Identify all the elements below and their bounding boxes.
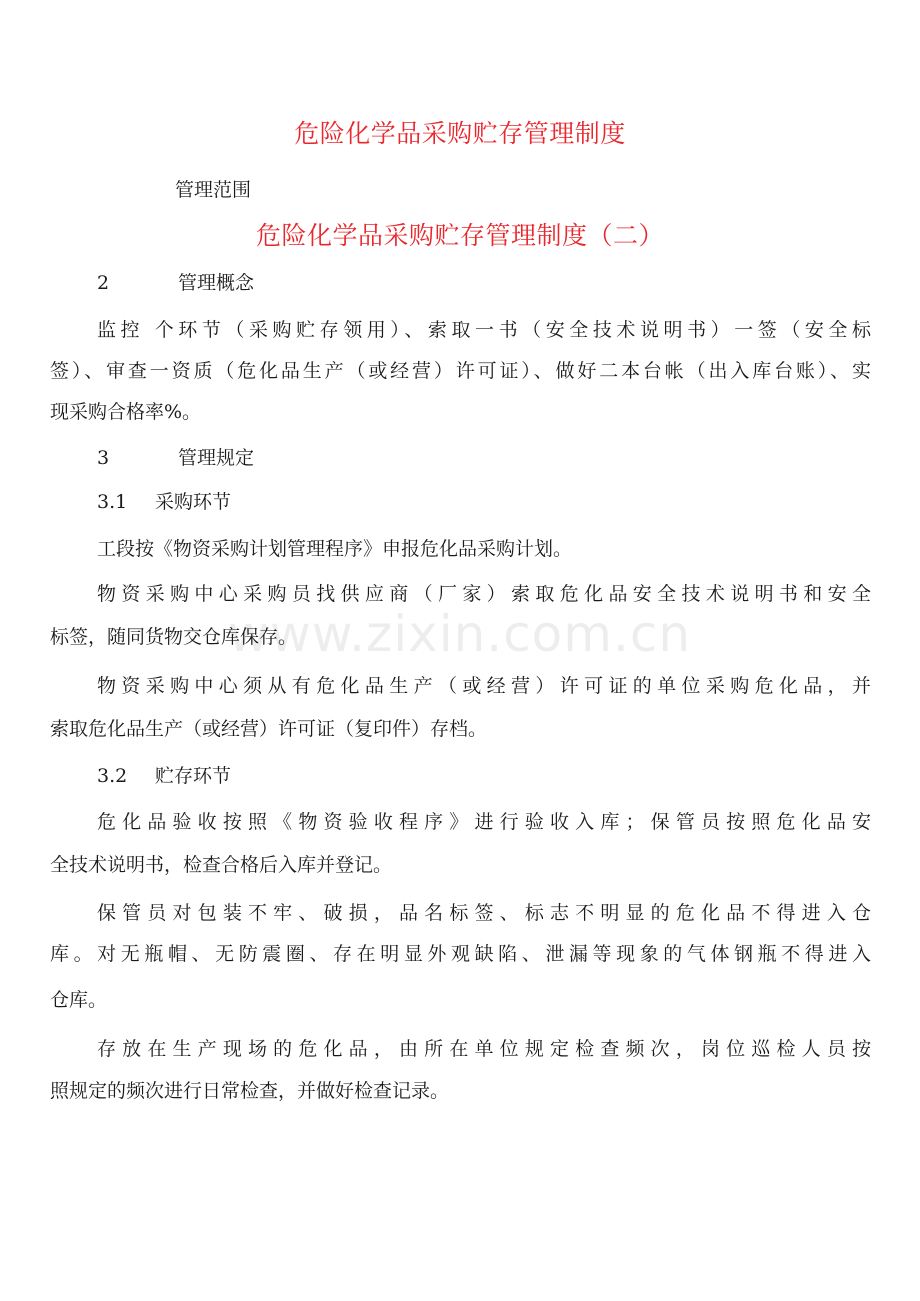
section-3-heading: 管理规定 bbox=[178, 447, 255, 469]
section-3-number: 3 bbox=[97, 447, 110, 469]
purchase-paragraph-1: 工段按《物资采购计划管理程序》申报危化品采购计划。 bbox=[97, 538, 573, 560]
section-3-1-number: 3.1 bbox=[97, 491, 128, 513]
storage-paragraph-3-line-2: 照规定的频次进行日常检查，并做好检查记录。 bbox=[50, 1080, 450, 1102]
concept-line-2: 签）、审查一资质（危化品生产（或经营）许可证）、做好二本台帐（出入库台账）、实 bbox=[50, 360, 871, 382]
storage-paragraph-2-line-1: 保管员对包装不牢、破损，品名标签、标志不明显的危化品不得进入仓 bbox=[97, 902, 871, 924]
concept-line-3: 现采购合格率%。 bbox=[50, 401, 202, 423]
concept-line-1: 监控 个环节（采购贮存领用）、索取一书（安全技术说明书）一签（安全标 bbox=[97, 319, 871, 341]
storage-paragraph-1-line-1: 危化品验收按照《物资验收程序》进行验收入库；保管员按照危化品安 bbox=[97, 811, 871, 833]
storage-paragraph-2-line-3: 仓库。 bbox=[50, 989, 108, 1011]
document-title: 危险化学品采购贮存管理制度 bbox=[294, 119, 626, 148]
purchase-paragraph-3-line-2: 索取危化品生产（或经营）许可证（复印件）存档。 bbox=[50, 718, 488, 740]
storage-paragraph-1-line-2: 全技术说明书，检查合格后入库并登记。 bbox=[50, 854, 393, 876]
watermark: www.zixin.com.cn bbox=[228, 605, 692, 663]
storage-paragraph-3-line-1: 存放在生产现场的危化品，由所在单位规定检查频次，岗位巡检人员按 bbox=[97, 1038, 871, 1060]
section-2-heading: 管理概念 bbox=[178, 272, 255, 294]
purchase-paragraph-3-line-1: 物资采购中心须从有危化品生产（或经营）许可证的单位采购危化品，并 bbox=[97, 675, 871, 697]
section-3-1-heading: 采购环节 bbox=[155, 491, 232, 513]
section-scope-label: 管理范围 bbox=[175, 179, 252, 201]
section-2-number: 2 bbox=[97, 272, 110, 294]
purchase-paragraph-2-line-2: 标签，随同货物交仓库保存。 bbox=[50, 626, 298, 648]
purchase-paragraph-2-line-1: 物资采购中心采购员找供应商（厂家）索取危化品安全技术说明书和安全 bbox=[97, 583, 871, 605]
storage-paragraph-2-line-2: 库。对无瓶帽、无防震圈、存在明显外观缺陷、泄漏等现象的气体钢瓶不得进入 bbox=[50, 943, 871, 965]
section-3-2-heading: 贮存环节 bbox=[155, 765, 232, 787]
document-subtitle: 危险化学品采购贮存管理制度（二） bbox=[255, 221, 664, 250]
section-3-2-number: 3.2 bbox=[97, 765, 128, 787]
